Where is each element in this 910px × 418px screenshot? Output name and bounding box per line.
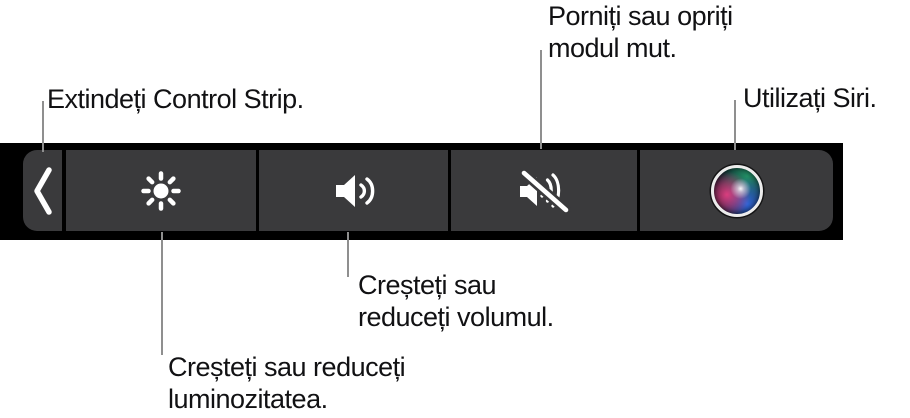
callout-line-volume (347, 232, 349, 277)
callout-volume (358, 269, 554, 333)
chevron-left-icon (32, 165, 54, 217)
callout-expand-line1: Extindeți Control Strip. (47, 84, 304, 114)
callout-mute-line2: modul mut. (548, 33, 677, 63)
callout-expand-control-strip (47, 83, 304, 115)
callout-line-brightness (161, 232, 163, 355)
callout-brightness-line1: Creșteți sau reduceți (168, 352, 406, 382)
callout-siri-line1: Utilizați Siri. (743, 83, 877, 113)
volume-button[interactable] (259, 150, 448, 231)
callout-volume-line2: reduceți volumul. (358, 302, 554, 332)
brightness-icon (140, 170, 182, 212)
siri-icon (711, 165, 763, 217)
siri-button[interactable] (640, 150, 833, 231)
mute-button[interactable] (451, 150, 637, 231)
callout-volume-line1: Creșteți sau (358, 270, 497, 300)
callout-line-mute (540, 50, 542, 149)
volume-icon (331, 171, 377, 211)
callout-line-siri (734, 100, 736, 150)
callout-brightness-line2: luminozitatea. (168, 384, 328, 414)
brightness-button[interactable] (66, 150, 256, 231)
callout-brightness (168, 351, 405, 415)
callout-mute (548, 0, 733, 64)
callout-siri (743, 82, 877, 114)
expand-control-strip-button[interactable] (23, 150, 62, 231)
callout-line-expand (42, 101, 44, 152)
callout-mute-line1: Porniți sau opriți (548, 1, 733, 31)
touch-bar-control-strip (0, 143, 843, 240)
mute-icon (515, 167, 573, 215)
